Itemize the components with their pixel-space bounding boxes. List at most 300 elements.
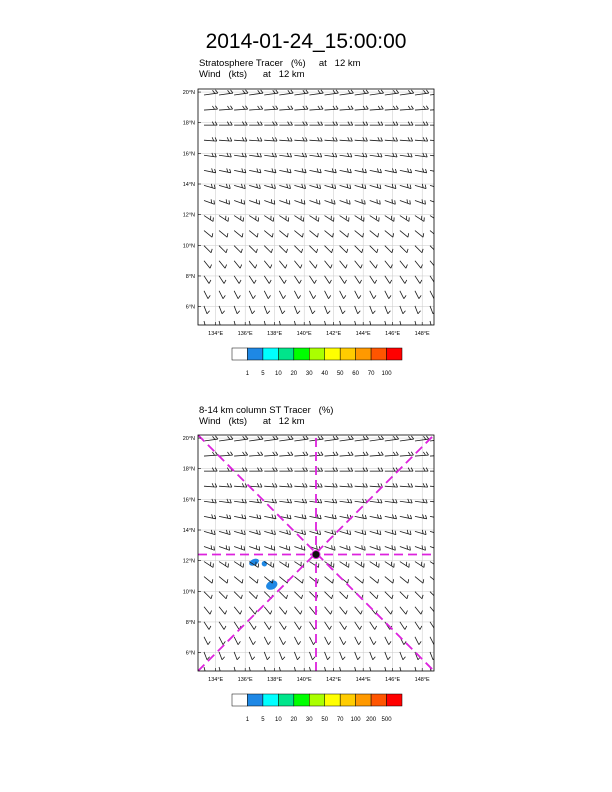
- wind-barb: [340, 122, 353, 126]
- wind-barb: [219, 637, 225, 645]
- wind-barb: [370, 452, 384, 456]
- wind-barb: [279, 106, 293, 110]
- wind-barb: [264, 168, 276, 172]
- wind-barb: [219, 137, 232, 141]
- colorbar-swatch: [278, 348, 293, 360]
- wind-barb: [325, 184, 336, 189]
- wind-barb: [234, 652, 240, 660]
- wind-barb: [385, 530, 396, 535]
- wind-barb: [325, 483, 338, 487]
- colorbar-swatch: [278, 694, 293, 706]
- wind-barb: [400, 652, 406, 660]
- colorbar-label: 30: [305, 371, 313, 377]
- wind-barb: [249, 246, 257, 253]
- wind-barb: [340, 261, 348, 268]
- wind-barb: [204, 291, 210, 299]
- x-tick-label: 140°E: [296, 331, 312, 337]
- wind-barb: [234, 90, 248, 95]
- wind-barb: [400, 306, 406, 314]
- wind-barb: [204, 122, 217, 126]
- wind-barb: [294, 231, 303, 238]
- wind-barb: [430, 306, 436, 314]
- colorbar-swatch: [371, 694, 386, 706]
- wind-barb: [400, 122, 413, 126]
- colorbar-swatch: [325, 694, 340, 706]
- wind-barb: [355, 184, 366, 189]
- wind-barb: [340, 652, 346, 660]
- wind-barb: [234, 514, 246, 518]
- tracer-area: [265, 579, 279, 592]
- wind-barb: [355, 168, 367, 172]
- wind-barb: [234, 637, 240, 645]
- wind-barb: [340, 276, 347, 284]
- y-tick-label: 10°N: [182, 243, 195, 250]
- wind-barb: [219, 562, 228, 568]
- wind-barb: [370, 216, 379, 222]
- wind-barb: [279, 168, 291, 172]
- wind-barb: [340, 468, 353, 472]
- wind-barb: [430, 276, 437, 284]
- x-tick-label: 136°E: [237, 677, 253, 683]
- wind-barb: [340, 592, 348, 599]
- wind-barb: [370, 483, 383, 487]
- wind-barb: [325, 231, 334, 238]
- wind-barb: [340, 637, 346, 645]
- wind-barb: [400, 216, 409, 222]
- wind-barb: [294, 607, 302, 614]
- wind-barb: [400, 607, 408, 614]
- wind-barb: [309, 90, 323, 95]
- wind-barb: [385, 246, 393, 253]
- wind-barb: [325, 452, 339, 456]
- colorbar-label: 20: [290, 371, 298, 377]
- wind-barb: [309, 137, 322, 141]
- wind-barb: [370, 291, 376, 299]
- wind-barb: [370, 137, 383, 141]
- wind-barb: [219, 276, 226, 284]
- wind-barb: [400, 530, 411, 535]
- plot-frame: [198, 89, 434, 325]
- tracer-area: [261, 560, 268, 567]
- wind-barb: [355, 577, 364, 584]
- wind-barb: [279, 291, 285, 299]
- y-tick-label: 12°N: [182, 212, 195, 219]
- wind-barb: [294, 622, 301, 630]
- wind-barb: [249, 261, 257, 268]
- wind-barb: [309, 530, 320, 535]
- y-tick-label: 10°N: [182, 589, 195, 596]
- wind-barb: [370, 592, 378, 599]
- wind-barb: [249, 231, 258, 238]
- wind-barb: [385, 106, 399, 110]
- wind-barb: [430, 622, 437, 630]
- wind-barb: [249, 592, 257, 599]
- x-tick-label: 148°E: [414, 677, 430, 683]
- wind-barb: [400, 168, 412, 172]
- wind-barb: [279, 607, 287, 614]
- wind-barb: [385, 137, 398, 141]
- wind-barb: [385, 276, 392, 284]
- wind-barb: [415, 291, 421, 299]
- wind-barb: [294, 468, 307, 472]
- colorbar: [232, 694, 402, 723]
- colorbar-swatch: [247, 348, 262, 360]
- wind-barb: [279, 545, 290, 550]
- wind-barb: [294, 199, 305, 204]
- wind-barb: [400, 291, 406, 299]
- wind-barb: [204, 231, 213, 238]
- wind-barb: [234, 246, 242, 253]
- colorbar-label: 50: [336, 371, 344, 377]
- wind-barb: [355, 637, 361, 645]
- wind-barb: [385, 468, 398, 472]
- wind-barb: [264, 652, 270, 660]
- colorbar-label: 40: [321, 371, 329, 377]
- wind-barb: [430, 231, 439, 238]
- colorbar-label: 50: [321, 717, 329, 723]
- wind-barb: [415, 122, 428, 126]
- wind-barb: [385, 231, 394, 238]
- wind-barb: [204, 562, 213, 568]
- wind-barb: [309, 306, 315, 314]
- wind-barb: [219, 90, 233, 95]
- wind-barb: [204, 306, 210, 314]
- wind-barb: [340, 530, 351, 535]
- wind-barb: [370, 122, 383, 126]
- wind-barb: [249, 622, 256, 630]
- wind-barb: [294, 483, 307, 487]
- wind-barb: [279, 562, 288, 568]
- wind-barb: [204, 216, 213, 222]
- wind-barb: [430, 577, 439, 584]
- wind-barb: [234, 231, 243, 238]
- wind-barb: [355, 216, 364, 222]
- wind-barb: [400, 577, 409, 584]
- wind-barb: [370, 90, 384, 95]
- wind-barb: [355, 452, 369, 456]
- wind-barb: [279, 90, 293, 95]
- colorbar-label: 10: [275, 371, 282, 377]
- wind-barb: [325, 577, 334, 584]
- wind-barb: [340, 216, 349, 222]
- wind-barb: [415, 483, 428, 487]
- wind-barb: [309, 637, 315, 645]
- wind-barb: [400, 452, 414, 456]
- wind-barb: [294, 652, 300, 660]
- wind-barb: [325, 246, 333, 253]
- wind-barb: [219, 514, 231, 518]
- wind-barb: [219, 168, 231, 172]
- wind-barb: [370, 184, 381, 189]
- x-tick-label: 138°E: [267, 331, 283, 337]
- wind-barb: [294, 122, 307, 126]
- wind-barb: [430, 291, 436, 299]
- wind-barb: [370, 246, 378, 253]
- wind-barb: [279, 577, 288, 584]
- wind-barb: [385, 452, 399, 456]
- colorbar-label: 1: [245, 371, 250, 377]
- wind-barb: [219, 483, 232, 487]
- wind-barb: [219, 216, 228, 222]
- colorbar-label: 30: [305, 717, 313, 723]
- x-tick-label: 134°E: [208, 677, 224, 683]
- wind-barb: [340, 90, 354, 95]
- wind-barb: [370, 306, 376, 314]
- wind-barb: [370, 261, 378, 268]
- wind-barb: [415, 106, 429, 110]
- wind-barb: [294, 577, 303, 584]
- y-tick-label: 12°N: [182, 558, 195, 565]
- bottom-map-panel: [170, 430, 442, 730]
- colorbar-swatch: [340, 348, 355, 360]
- wind-barb: [340, 246, 348, 253]
- wind-barb: [400, 90, 414, 95]
- colorbar-label: 10: [275, 717, 282, 723]
- colorbar-label: 200: [366, 717, 377, 723]
- top-map-panel: [170, 84, 442, 384]
- wind-barb: [249, 168, 261, 172]
- colorbar-label: 100: [350, 717, 361, 723]
- wind-barb: [400, 246, 408, 253]
- wind-barb: [430, 168, 442, 172]
- wind-barb: [430, 90, 444, 95]
- wind-barb: [340, 168, 352, 172]
- wind-barb: [294, 106, 308, 110]
- wind-barb: [385, 261, 393, 268]
- wind-barb: [249, 184, 260, 189]
- wind-barb: [264, 514, 276, 518]
- wind-barb: [370, 530, 381, 535]
- wind-barb: [279, 137, 292, 141]
- wind-barb: [204, 483, 217, 487]
- wind-barb: [415, 545, 426, 550]
- y-tick-label: 18°N: [182, 120, 195, 127]
- wind-barb: [204, 276, 211, 284]
- y-tick-label: 16°N: [182, 151, 195, 158]
- wind-barb: [279, 231, 288, 238]
- wind-barb: [430, 562, 439, 568]
- colorbar: [232, 348, 402, 377]
- wind-barb: [400, 622, 407, 630]
- wind-barb: [219, 607, 227, 614]
- wind-barb: [279, 622, 286, 630]
- wind-barb: [204, 246, 212, 253]
- wind-barb: [430, 545, 441, 550]
- wind-barb: [234, 436, 248, 441]
- wind-barb: [415, 137, 428, 141]
- wind-barb: [355, 607, 363, 614]
- wind-barb: [264, 436, 278, 441]
- wind-barb: [204, 530, 215, 535]
- wind-barb: [309, 199, 320, 204]
- wind-barb: [249, 637, 255, 645]
- wind-barb: [249, 137, 262, 141]
- wind-barb: [355, 652, 361, 660]
- wind-barb: [279, 216, 288, 222]
- wind-barb: [325, 291, 331, 299]
- wind-barb: [355, 562, 364, 568]
- wind-barb: [294, 90, 308, 95]
- wind-barb: [204, 468, 217, 472]
- wind-barb: [340, 562, 349, 568]
- wind-barb: [430, 199, 441, 204]
- wind-barb: [279, 122, 292, 126]
- wind-barb: [234, 168, 246, 172]
- wind-barb: [279, 652, 285, 660]
- wind-barb: [400, 562, 409, 568]
- wind-barb: [430, 122, 443, 126]
- wind-barb: [309, 261, 317, 268]
- wind-barb: [400, 514, 412, 518]
- wind-barb: [264, 452, 278, 456]
- wind-barb: [264, 184, 275, 189]
- wind-barb: [430, 216, 439, 222]
- wind-barb: [415, 436, 429, 441]
- wind-barb: [219, 291, 225, 299]
- wind-barb: [279, 184, 290, 189]
- y-tick-label: 8°N: [185, 619, 195, 626]
- colorbar-swatch: [309, 348, 324, 360]
- wind-barb: [340, 622, 347, 630]
- wind-barb: [219, 436, 233, 441]
- wind-barb: [415, 199, 426, 204]
- wind-barb: [385, 199, 396, 204]
- wind-barb: [309, 246, 317, 253]
- wind-barb: [264, 483, 277, 487]
- wind-barb: [355, 291, 361, 299]
- wind-barb: [385, 184, 396, 189]
- wind-barb: [309, 216, 318, 222]
- wind-barb: [309, 562, 318, 568]
- wind-barb: [370, 199, 381, 204]
- wind-barb: [234, 184, 245, 189]
- wind-barb: [309, 291, 315, 299]
- wind-barb: [325, 652, 331, 660]
- wind-barb: [415, 622, 422, 630]
- y-tick-label: 6°N: [185, 304, 195, 311]
- colorbar-label: 500: [381, 717, 392, 723]
- wind-barb: [325, 168, 337, 172]
- wind-barb: [430, 483, 443, 487]
- wind-barb: [400, 545, 411, 550]
- wind-barb: [234, 276, 241, 284]
- wind-barb: [204, 168, 216, 172]
- colorbar-swatch: [309, 694, 324, 706]
- wind-barb: [430, 106, 444, 110]
- wind-barb: [340, 199, 351, 204]
- wind-barb: [309, 106, 323, 110]
- bottom-panel-title-line2: Wind (kts) at 12 km: [199, 416, 305, 427]
- wind-barb: [264, 530, 275, 535]
- wind-barb: [264, 106, 278, 110]
- wind-barb: [264, 607, 272, 614]
- wind-barb: [264, 246, 272, 253]
- wind-barb: [430, 452, 444, 456]
- wind-barb: [325, 468, 338, 472]
- wind-barb: [430, 637, 436, 645]
- wind-barb: [325, 622, 332, 630]
- wind-barb: [219, 246, 227, 253]
- wind-barb: [340, 607, 348, 614]
- y-tick-label: 20°N: [182, 436, 195, 443]
- wind-barb: [340, 184, 351, 189]
- wind-barb: [264, 199, 275, 204]
- wind-barb: [325, 106, 339, 110]
- wind-barb: [385, 483, 398, 487]
- center-marker: [312, 551, 320, 559]
- wind-barb: [325, 436, 339, 441]
- colorbar-label: 1: [245, 717, 250, 723]
- colorbar-swatch: [232, 348, 247, 360]
- wind-barb: [385, 436, 399, 441]
- wind-barb: [234, 199, 245, 204]
- wind-barb: [249, 216, 258, 222]
- wind-barb: [234, 562, 243, 568]
- wind-barb: [204, 637, 210, 645]
- x-tick-label: 134°E: [208, 331, 224, 337]
- colorbar-swatch: [294, 348, 309, 360]
- wind-barb: [234, 452, 248, 456]
- wind-barb: [264, 468, 277, 472]
- wind-barb: [400, 483, 413, 487]
- top-panel-title-line1: Stratosphere Tracer (%) at 12 km: [199, 58, 361, 69]
- wind-barb: [325, 306, 331, 314]
- wind-barb: [309, 652, 315, 660]
- wind-barb: [264, 276, 271, 284]
- wind-barb: [219, 652, 225, 660]
- wind-barb: [415, 90, 429, 95]
- wind-barb: [234, 261, 242, 268]
- wind-barb: [400, 592, 408, 599]
- wind-barb: [430, 137, 443, 141]
- wind-barb: [340, 137, 353, 141]
- wind-barb: [264, 291, 270, 299]
- wind-barb: [415, 276, 422, 284]
- wind-barb: [355, 199, 366, 204]
- wind-barb: [325, 137, 338, 141]
- wind-barb: [234, 607, 242, 614]
- top-panel-title-line2: Wind (kts) at 12 km: [199, 69, 305, 80]
- wind-barb: [400, 436, 414, 441]
- wind-barb: [219, 452, 233, 456]
- wind-barb: [355, 276, 362, 284]
- wind-barb: [370, 637, 376, 645]
- colorbar-label: 100: [381, 371, 392, 377]
- wind-barb: [234, 530, 245, 535]
- wind-barb: [370, 168, 382, 172]
- wind-barb: [355, 545, 366, 550]
- wind-barb: [279, 199, 290, 204]
- wind-barb: [355, 137, 368, 141]
- wind-barb: [204, 607, 212, 614]
- wind-barb: [325, 530, 336, 535]
- wind-barb: [370, 468, 383, 472]
- colorbar-label: 70: [367, 371, 375, 377]
- wind-barb: [249, 122, 262, 126]
- wind-barb: [400, 184, 411, 189]
- wind-barb: [355, 231, 364, 238]
- wind-barb: [370, 622, 377, 630]
- x-tick-label: 136°E: [237, 331, 253, 337]
- wind-barb: [294, 530, 305, 535]
- wind-barb: [204, 577, 213, 584]
- wind-barb: [370, 436, 384, 441]
- colorbar-label: 60: [352, 371, 359, 377]
- colorbar-label: 20: [290, 717, 298, 723]
- colorbar-swatch: [387, 348, 402, 360]
- wind-barb: [294, 306, 300, 314]
- colorbar-swatch: [356, 694, 371, 706]
